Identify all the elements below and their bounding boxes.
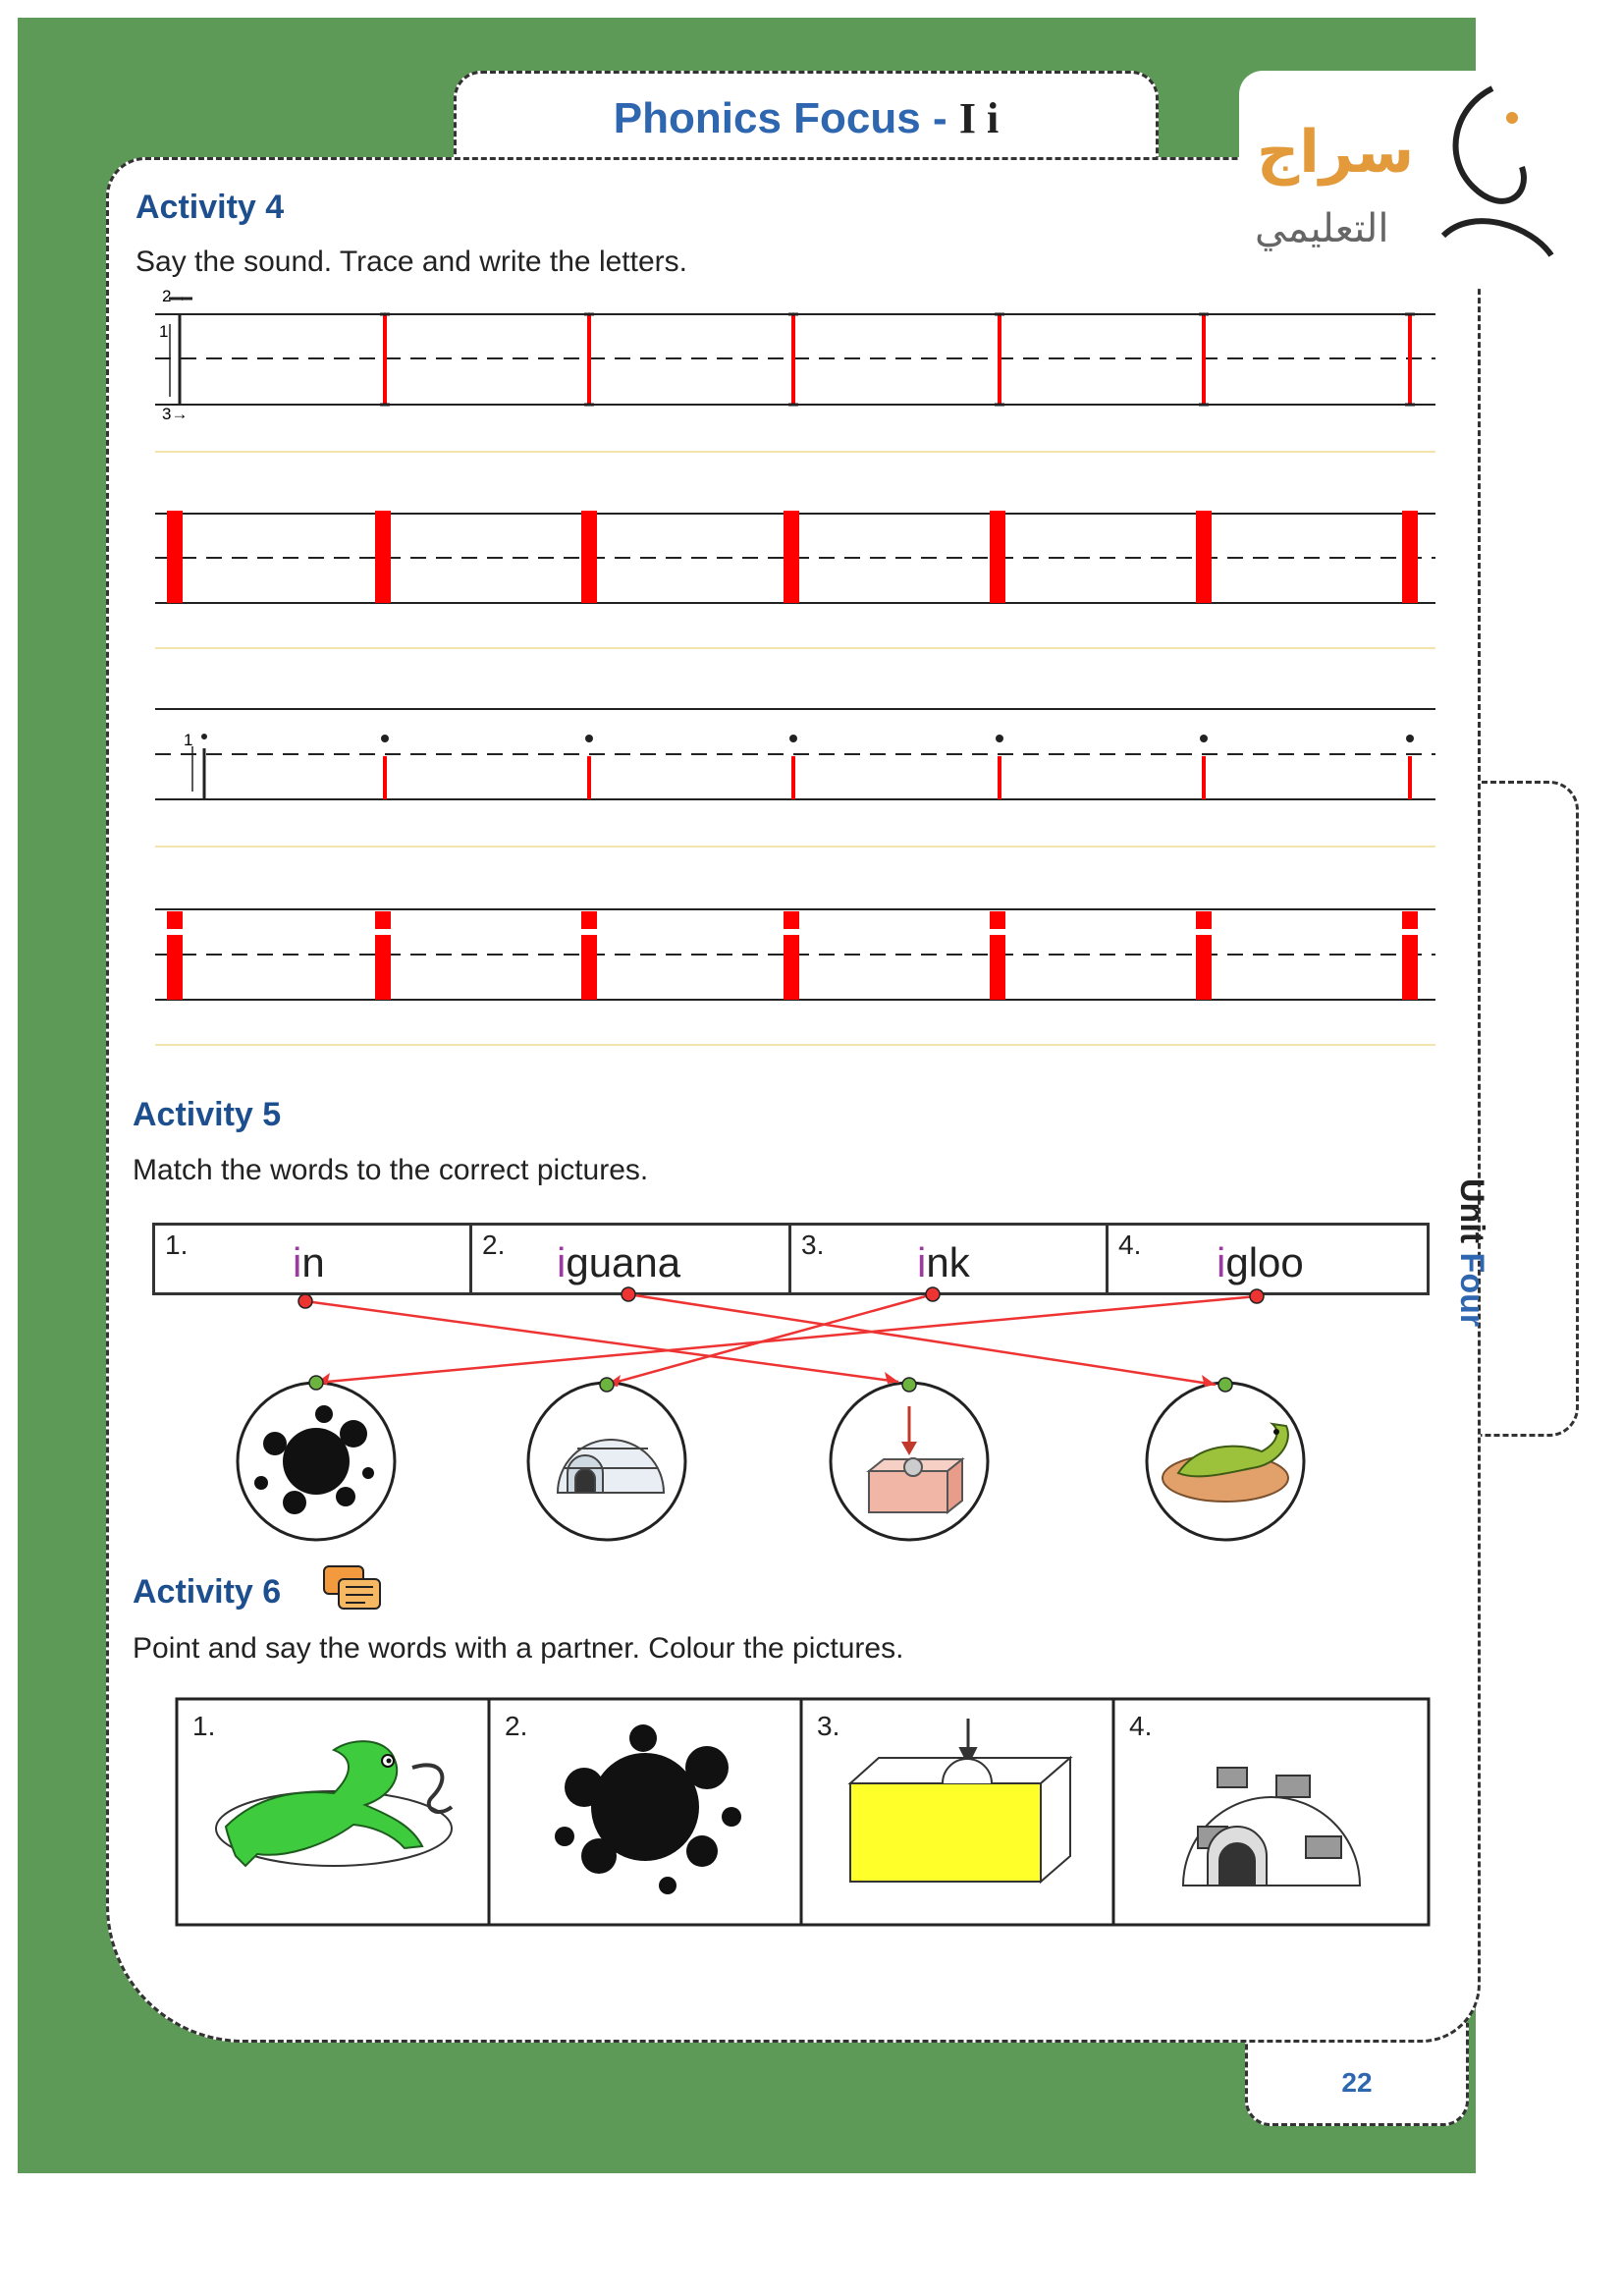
cell-number-3: 3. [817,1711,840,1741]
stroke-number-3: 3→ [162,405,189,423]
activity5-instruction: Match the words to the correct pictures. [133,1154,649,1186]
unit-label: Unit Four [1453,1178,1490,1328]
word-igloo: igloo [1217,1239,1304,1285]
word-cell-2: 2. iguana [469,1223,791,1295]
stroke-number-1: 1 [159,322,169,341]
word-iguana: iguana [557,1239,681,1285]
word-cell-4: 4. igloo [1106,1223,1430,1295]
cell-number-1: 1. [192,1711,216,1741]
activity4-instruction: Say the sound. Trace and write the letters. [135,246,687,278]
word-in: in [293,1239,325,1285]
title-letters: I i [958,94,1000,142]
stroke-number-i: 1 [184,731,193,749]
page-title: Phonics Focus - I i [613,94,1000,142]
activity4-heading: Activity 4 [135,189,285,226]
word-cell-3: 3. ink [788,1223,1109,1295]
page-number: 22 [1341,2067,1373,2098]
cell-number-2: 2. [505,1711,528,1741]
activity6-heading: Activity 6 [133,1573,282,1611]
cell-number-4: 4. [1129,1711,1153,1741]
activity6-instruction: Point and say the words with a partner. Colour the pictures. [133,1632,904,1665]
logo-text: سراج [1257,118,1415,187]
word-ink: ink [917,1239,970,1285]
activity5-heading: Activity 5 [133,1096,282,1133]
logo-subtext: التعليمي [1255,206,1389,251]
word-cell-1: 1. in [152,1223,472,1295]
stroke-number-2: 2→ [162,287,189,305]
